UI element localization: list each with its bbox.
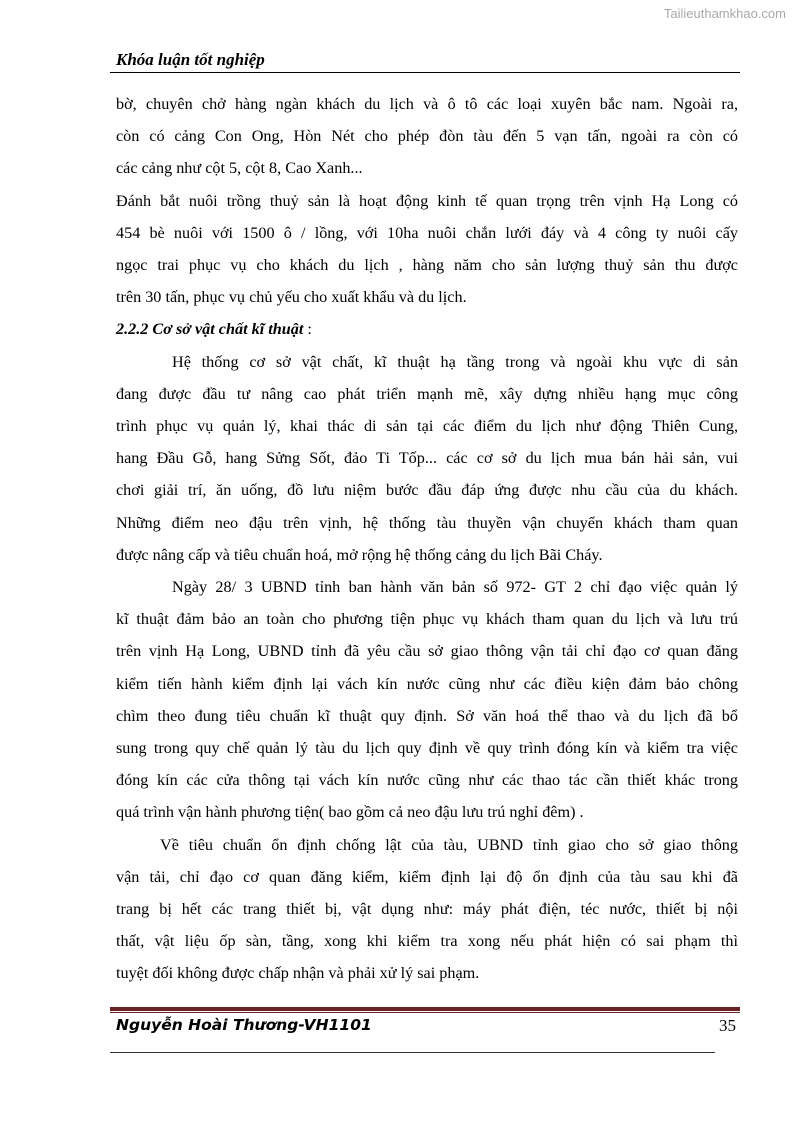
section-heading bbox=[116, 313, 738, 345]
text-line: chìm theo đung tiêu chuẩn kĩ thuật quy định. Sở văn hoá thể thao và du lịch đã bổ bbox=[116, 706, 738, 725]
paragraph bbox=[116, 185, 738, 314]
running-header: Khóa luận tốt nghiệp bbox=[116, 50, 265, 69]
text-line: Đánh bắt nuôi trồng thuỷ sản là hoạt động kinh tế quan trọng trên vịnh Hạ Long có bbox=[116, 191, 738, 210]
text-line: Hệ thống cơ sở vật chất, kĩ thuật hạ tầng trong và ngoài khu vực di sản bbox=[172, 352, 738, 371]
text-line: trên vịnh Hạ Long, UBND tỉnh đã yêu cầu sở giao thông vận tải chỉ đạo cơ quan đăng bbox=[116, 642, 738, 661]
text-line: bờ, chuyên chở hàng ngàn khách du lịch và ô tô các loại xuyên bắc nam. Ngoài ra, bbox=[116, 95, 738, 113]
paragraph bbox=[116, 829, 738, 990]
heading-suffix: : bbox=[303, 320, 312, 339]
text-line: trình phục vụ quản lý, khai thác di sản tại các điểm du lịch như động Thiên Cung, bbox=[116, 417, 738, 436]
paragraph bbox=[116, 346, 738, 571]
text-line: vận tải, chỉ đạo cơ quan đăng kiểm, kiểm định lại độ ổn định của tàu sau khi đã bbox=[116, 867, 738, 886]
text-line: chơi giải trí, ăn uống, đồ lưu niệm bước đầu đáp ứng được nhu cầu của du khách. bbox=[116, 481, 738, 500]
footer-author: Nguyễn Hoài Thương-VH1101 bbox=[116, 1016, 372, 1034]
text-line: 454 bè nuôi với 1500 ô / lồng, với 10ha nuôi chắn lưới đáy và 4 công ty nuôi cấy bbox=[116, 223, 738, 242]
text-line: trên 30 tấn, phục vụ chủ yếu cho xuất khẩu và du lịch. bbox=[116, 288, 467, 307]
text-line: còn có cảng Con Ong, Hòn Nét cho phép đòn tàu đến 5 vạn tấn, ngoài ra còn có bbox=[116, 127, 738, 146]
text-line: hang Đầu Gỗ, hang Sửng Sốt, đảo Ti Tốp... các cơ sở du lịch mua bán hải sản, vui bbox=[116, 449, 738, 468]
document-body bbox=[116, 88, 738, 990]
footer-bottom-line bbox=[110, 1052, 715, 1053]
paragraph bbox=[116, 571, 738, 829]
text-line: các cảng như cột 5, cột 8, Cao Xanh... bbox=[116, 159, 363, 178]
text-line: Ngày 28/ 3 UBND tỉnh ban hành văn bản số 972- GT 2 chỉ đạo việc quản lý bbox=[172, 578, 738, 597]
text-line: trang bị hết các trang thiết bị, vật dụng như: máy phát điện, téc nước, thiết bị nội bbox=[116, 900, 738, 919]
text-line: ngọc trai phục vụ cho khách du lịch , hàng năm cho sản lượng thuỷ sản thu được bbox=[116, 256, 738, 275]
watermark: Tailieuthamkhao.com bbox=[663, 6, 786, 21]
paragraph bbox=[116, 88, 738, 185]
text-line: Những điểm neo đậu trên vịnh, hệ thống tàu thuyền vận chuyển khách tham quan bbox=[116, 513, 738, 532]
text-line: quá trình vận hành phương tiện( bao gồm cả neo đậu lưu trú nghỉ đêm) . bbox=[116, 803, 584, 822]
text-line: đang được đầu tư nâng cao phát triển mạnh mẽ, xây dựng nhiều hạng mục công bbox=[116, 384, 738, 403]
text-line: được nâng cấp và tiêu chuẩn hoá, mở rộng hệ thống cảng du lịch Bãi Cháy. bbox=[116, 545, 603, 564]
heading-text: 2.2.2 Cơ sở vật chất kĩ thuật bbox=[116, 320, 304, 339]
text-line: thất, vật liệu ốp sàn, tầng, xong khi kiểm tra xong nếu phát hiện có sai phạm thì bbox=[116, 932, 738, 951]
text-line: tuyệt đối không được chấp nhận và phải xử lý sai phạm. bbox=[116, 964, 480, 983]
text-line: đóng kín các cửa thông tại vách kín nước cũng như các thao tác cần thiết khác trong bbox=[116, 771, 738, 790]
header-divider bbox=[110, 72, 740, 73]
heading-line bbox=[116, 313, 738, 345]
footer-divider bbox=[110, 1007, 740, 1011]
text-line: Về tiêu chuẩn ổn định chống lật của tàu, UBND tỉnh giao cho sở giao thông bbox=[160, 835, 738, 854]
page-number: 35 bbox=[719, 1016, 736, 1035]
text-line: kiểm tiến hành kiểm định lại vách kín nước cũng như các điều kiện đảm bảo chông bbox=[116, 674, 738, 693]
text-line: sung trong quy chế quản lý tàu du lịch quy định về quy trình đóng kín và kiểm tra việc bbox=[116, 739, 738, 758]
footer-divider-thin bbox=[110, 1012, 740, 1013]
text-line: kĩ thuật đảm bảo an toàn cho phương tiện phục vụ khách tham quan du lịch và lưu trú bbox=[116, 610, 738, 629]
